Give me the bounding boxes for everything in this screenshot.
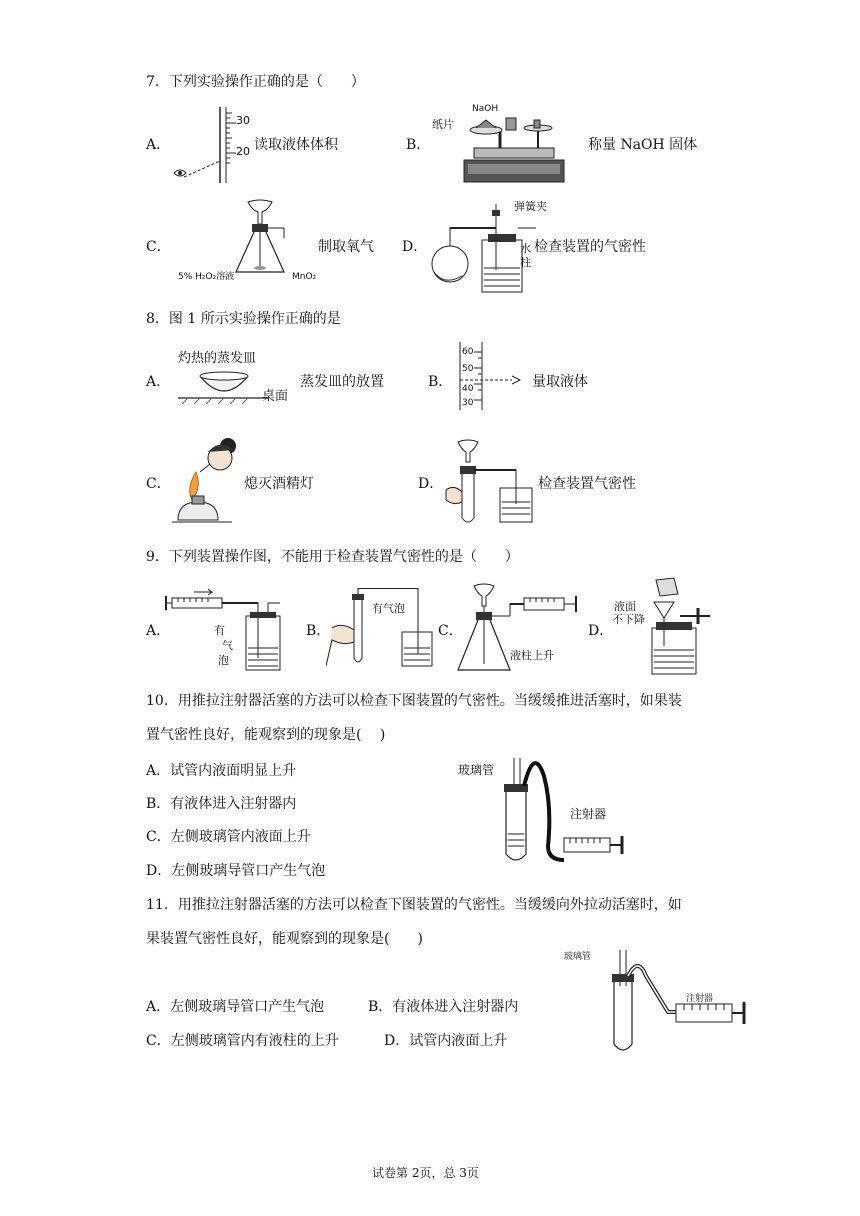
q7-b-balance-figure	[430, 100, 570, 186]
q9-a-label-3: 泡	[218, 654, 229, 667]
q10-option-d: D．左侧玻璃导管口产生气泡	[146, 863, 326, 879]
q8-b-tick-30: 30	[462, 398, 474, 408]
q9-c-label: 液柱上升	[510, 649, 554, 662]
q9-d-label-1: 液面	[614, 600, 636, 613]
q7-b-naoh-label: NaOH	[472, 104, 499, 114]
q9-b-label: 有气泡	[372, 602, 405, 615]
q8-option-a-text: 蒸发皿的放置	[300, 374, 384, 390]
q8-b-tick-40: 40	[462, 384, 474, 394]
q7-d-clip-label: 弹簧夹	[514, 200, 547, 213]
q8-d-apparatus-figure	[444, 438, 534, 528]
q8-b-tick-50: 50	[462, 364, 474, 374]
q7-question: 7．下列实验操作正确的是（ ）	[146, 74, 365, 90]
q8-option-c-letter: C．	[146, 476, 171, 492]
q7-option-a-text: 读取液体体积	[254, 137, 338, 153]
page-footer: 试卷第 2页，总 3页	[372, 1166, 479, 1180]
q8-option-d-text: 检查装置气密性	[538, 476, 636, 492]
q9-a-label-1: 有	[214, 624, 225, 637]
q11-option-d: D．试管内液面上升	[384, 1033, 508, 1049]
q9-a-label-2: 气	[222, 639, 233, 652]
q8-a-table-label: 桌面	[262, 389, 289, 404]
q7-c-flask-figure	[230, 198, 290, 278]
q7-d-water-label: 水	[520, 242, 531, 255]
q7-c-h2o2-label: 5% H₂O₂溶液	[178, 272, 235, 282]
q10-question-line-2: 置气密性良好，能观察到的现象是( )	[146, 727, 386, 743]
q7-a-tick-30: 30	[236, 114, 250, 127]
q7-option-b-letter: B．	[406, 137, 431, 153]
q8-c-alcohol-lamp-figure	[172, 432, 246, 528]
q10-question-line-1: 10．用推拉注射器活塞的方法可以检查下图装置的气密性。当缓缓推进活塞时，如果装	[146, 693, 682, 709]
q11-question-line-1: 11．用推拉注射器活塞的方法可以检查下图装置的气密性。当缓缓向外拉动活塞时，如	[146, 897, 682, 913]
q10-option-c: C．左侧玻璃管内液面上升	[146, 829, 311, 845]
q8-b-tick-60: 60	[462, 347, 474, 357]
q7-a-tick-20: 20	[236, 145, 250, 158]
q9-b-tube-figure	[326, 588, 436, 672]
q10-glass-tube-label: 玻璃管	[458, 763, 495, 777]
q11-question-line-2: 果装置气密性良好，能观察到的现象是( )	[146, 931, 423, 947]
q9-option-a-letter: A．	[146, 623, 171, 639]
q9-option-c-letter: C．	[438, 623, 463, 639]
q7-option-c-text: 制取氧气	[318, 239, 374, 255]
q11-glass-tube-label: 玻璃管	[564, 952, 592, 962]
q11-syringe-label: 注射器	[686, 994, 714, 1004]
q10-syringe-label: 注射器	[570, 807, 607, 821]
q8-question: 8．图 1 所示实验操作正确的是	[146, 311, 341, 327]
q11-option-c: C．左侧玻璃管内有液柱的上升	[146, 1033, 339, 1049]
q9-question: 9．下列装置操作图，不能用于检查装置气密性的是（ ）	[146, 549, 519, 565]
q9-option-b-letter: B．	[306, 623, 331, 639]
q10-option-b: B．有液体进入注射器内	[146, 796, 297, 812]
q7-c-mno2-label: MnO₂	[292, 272, 317, 282]
q8-option-b-text: 量取液体	[532, 374, 588, 390]
q10-option-a: A．试管内液面明显上升	[146, 763, 297, 779]
q8-a-hot-dish-label: 灼热的蒸发皿	[178, 351, 257, 366]
q8-option-b-letter: B．	[428, 374, 453, 390]
q11-apparatus-figure	[604, 946, 754, 1056]
q8-option-d-letter: D．	[418, 476, 444, 492]
q10-apparatus-figure	[490, 756, 630, 866]
q11-option-b: B．有液体进入注射器内	[368, 999, 519, 1015]
q8-option-c-text: 熄灭酒精灯	[244, 476, 314, 492]
q8-a-dish-figure	[178, 368, 268, 408]
q7-option-c-letter: C．	[146, 239, 171, 255]
q7-d-column-label: 柱	[520, 256, 531, 269]
q11-option-a: A．左侧玻璃导管口产生气泡	[146, 999, 325, 1015]
q9-option-d-letter: D．	[588, 623, 614, 639]
q7-option-d-text: 检查装置的气密性	[534, 239, 646, 255]
q8-option-a-letter: A．	[146, 374, 171, 390]
q9-d-label-2: 不下降	[612, 613, 645, 626]
q7-option-a-letter: A．	[146, 137, 171, 153]
q9-d-funnel-figure	[640, 576, 720, 676]
q7-option-d-letter: D．	[402, 239, 428, 255]
q7-b-paper-label: 纸片	[432, 118, 454, 131]
q7-option-b-text: 称量 NaOH 固体	[588, 137, 698, 153]
